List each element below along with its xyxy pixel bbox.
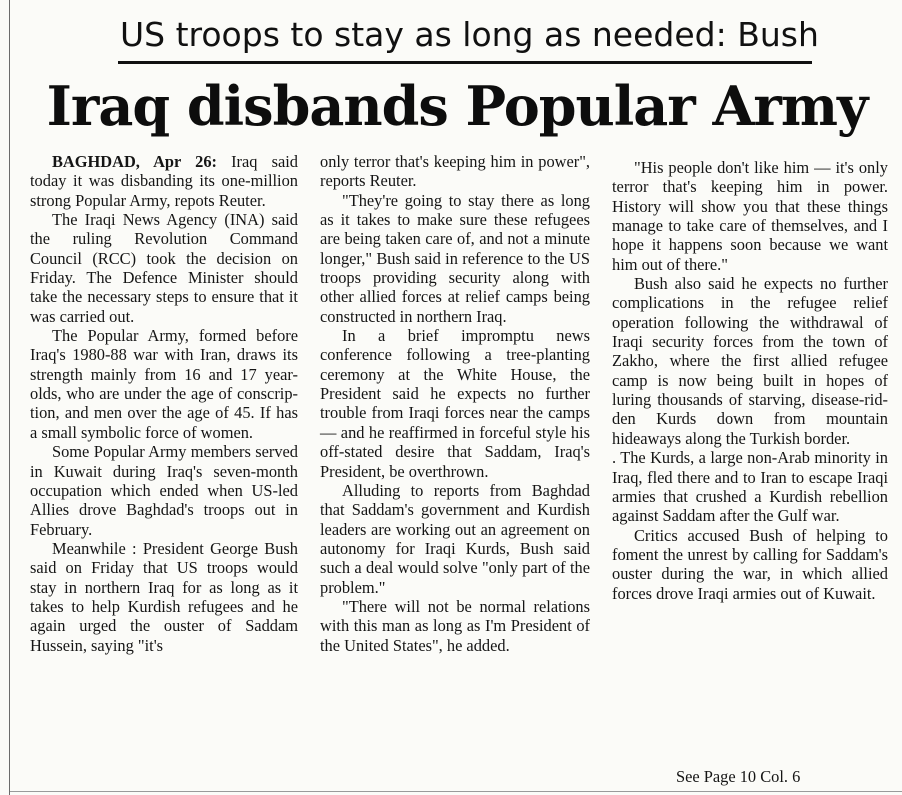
paragraph: Alluding to reports from Baghdad that Saddam's government and Kurdish leaders are working out an agreement on autonomy for Iraqi Kurds, Bush said such a deal would solve "only part of the problem.": [320, 480, 590, 597]
kicker-underline: [118, 61, 812, 64]
paragraph: Critics accused Bush of helping to foment the unrest by calling for Saddam's ouster during the war, in which allied forces drove Iraqi armies out of Kuwait.: [612, 525, 888, 603]
bottom-rule: [10, 791, 902, 792]
main-headline: Iraq disbands Popular Army: [46, 74, 868, 138]
paragraph-text: Iraq said today it was disbanding its one-million strong Popular Army, repots Reuter.: [30, 152, 298, 210]
kicker-headline: US troops to stay as long as needed: Bush: [120, 15, 819, 54]
paragraph: "There will not be normal relations with this man as long as I'm President of the United States", he added.: [320, 596, 590, 655]
paragraph: [30, 152, 298, 210]
paragraph: only terror that's keeping him in power", reports Reuter.: [320, 152, 590, 191]
paragraph: The Iraqi News Agency (INA) said the ruling Revolution Command Council (RCC) took the decision on Friday. The Defence Minister should take the necessary steps to ensure that it was carried out.: [30, 210, 298, 326]
paragraph: Some Popular Army members served in Kuwait during Iraq's seven-month occupation which ended when US-led Allies drove Baghdad's troops out in February.: [30, 442, 298, 539]
paragraph: . The Kurds, a large non-Arab minority in Iraq, fled there and to Iran to escape Iraqi armies that crushed a Kurdish rebellion against Saddam after the Gulf war.: [612, 448, 888, 526]
paragraph: The Popular Army, formed before Iraq's 1980-88 war with Iran, draws its strength mainly from 16 and 17 year-olds, who are under the age of conscription, and men over the age of 45. If has a small symbolic force of women.: [30, 326, 298, 442]
paragraph: In a brief impromptu news conference following a tree-planting ceremony at the White House, the President said he expects no further trouble from Iraqi forces near the camps — and he reaffirmed in forceful style his off-stated desire that Saddam, Iraq's President, be overthrown.: [320, 326, 590, 481]
paragraph: Bush also said he expects no further complications in the refugee relief operation following the withdrawal of Iraqi security forces from the town of Zakho, where the first allied refugee camp is now being built in hopes of luring thousands of starving, disease-ridden Kurds down from mountain hideaways along the Turkish border.: [612, 274, 888, 448]
paragraph: Meanwhile : President George Bush said on Friday that US troops would stay in northern Iraq for as long as it takes to help Kurdish refugees and he again urged the ouster of Saddam Hussein, saying "it's: [30, 538, 298, 655]
dateline: BAGHDAD, Apr 26:: [52, 152, 217, 171]
paragraph: "His people don't like him — it's only terror that's keeping him in power. History will show you that these things manage to take care of themselves, and I hope it happens soon because we want him out of there.": [612, 158, 888, 274]
article-column-3: [612, 158, 888, 603]
left-column-rule: [9, 0, 10, 795]
continued-jump-line: See Page 10 Col. 6: [676, 767, 801, 786]
article-column-1: [30, 152, 298, 655]
article-column-2: [320, 152, 590, 655]
paragraph: "They're going to stay there as long as it takes to make sure these refugees are being taken care of, and not a minute longer," Bush said in reference to the US troops providing security along with other allied forces at relief camps being constructed in northern Iraq.: [320, 190, 590, 326]
